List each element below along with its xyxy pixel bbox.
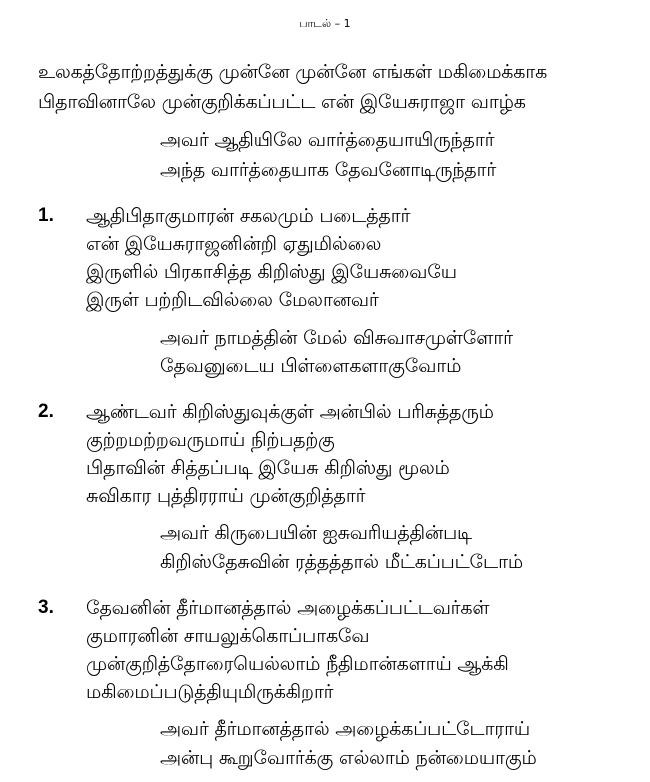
verse-2-number: 2.	[38, 401, 54, 422]
verse-3-line-4: மகிமைப்படுத்தியுமிருக்கிறார்	[86, 681, 334, 703]
verse-1-line-2: என் இயேசுராஜனின்றி ஏதுமில்லை	[86, 233, 382, 255]
verse-2-line-4: சுவிகார புத்திரராய் முன்குறித்தார்	[86, 485, 366, 507]
verse-1-line-3: இருளில் பிரகாசித்த கிறிஸ்து இயேசுவையே	[86, 261, 457, 283]
verse-2-refrain-line-2: கிறிஸ்தேசுவின் ரத்தத்தால் மீட்கப்பட்டோம்	[160, 551, 523, 573]
verse-2-line-2: குற்றமற்றவருமாய் நிற்பதற்கு	[86, 429, 335, 451]
verse-2-refrain-line-1: அவர் கிருபையின் ஐசுவரியத்தின்படி	[160, 522, 472, 544]
verse-3-line-2: குமாரனின் சாயலுக்கொப்பாகவே	[86, 625, 370, 647]
chorus-line-2: அந்த வார்த்தையாக தேவனோடிருந்தார்	[160, 159, 497, 181]
intro-line-1: உலகத்தோற்றத்துக்கு முன்னே முன்னே எங்கள் மகிமைக்காக	[38, 61, 548, 83]
verse-3-refrain-line-1: அவர் தீர்மானத்தால் அழைக்கப்பட்டோராய்	[160, 718, 530, 740]
verse-1-refrain-line-1: அவர் நாமத்தின் மேல் விசுவாசமுள்ளோர்	[160, 327, 513, 349]
song-title: பாடல் – 1	[299, 17, 351, 30]
verse-1-line-4: இருள் பற்றிடவில்லை மேலானவர்	[86, 289, 379, 311]
verse-1-line-1: ஆதிபிதாகுமாரன் சகலமும் படைத்தார்	[86, 205, 411, 227]
verse-3-line-1: தேவனின் தீர்மானத்தால் அழைக்கப்பட்டவர்கள்	[86, 597, 490, 619]
verse-1-refrain-line-2: தேவனுடைய பிள்ளைகளாகுவோம்	[160, 355, 462, 377]
verse-3-refrain-line-2: அன்பு கூறுவோர்க்கு எல்லாம் நன்மையாகும்	[160, 747, 537, 769]
verse-1-number: 1.	[38, 205, 54, 226]
chorus-line-1: அவர் ஆதியிலே வார்த்தையாயிருந்தார்	[160, 129, 495, 151]
intro-line-2: பிதாவினாலே முன்குறிக்கப்பட்ட என் இயேசுராஜா வாழ்க	[38, 91, 526, 113]
verse-3-line-3: முன்குறித்தோரையெல்லாம் நீதிமான்களாய் ஆக்கி	[86, 653, 509, 675]
verse-2-line-1: ஆண்டவர் கிறிஸ்துவுக்குள் அன்பில் பரிசுத்தரும்	[86, 401, 494, 423]
verse-3-number: 3.	[38, 597, 54, 618]
verse-2-line-3: பிதாவின் சித்தப்படி இயேசு கிறிஸ்து மூலம்	[86, 457, 450, 479]
